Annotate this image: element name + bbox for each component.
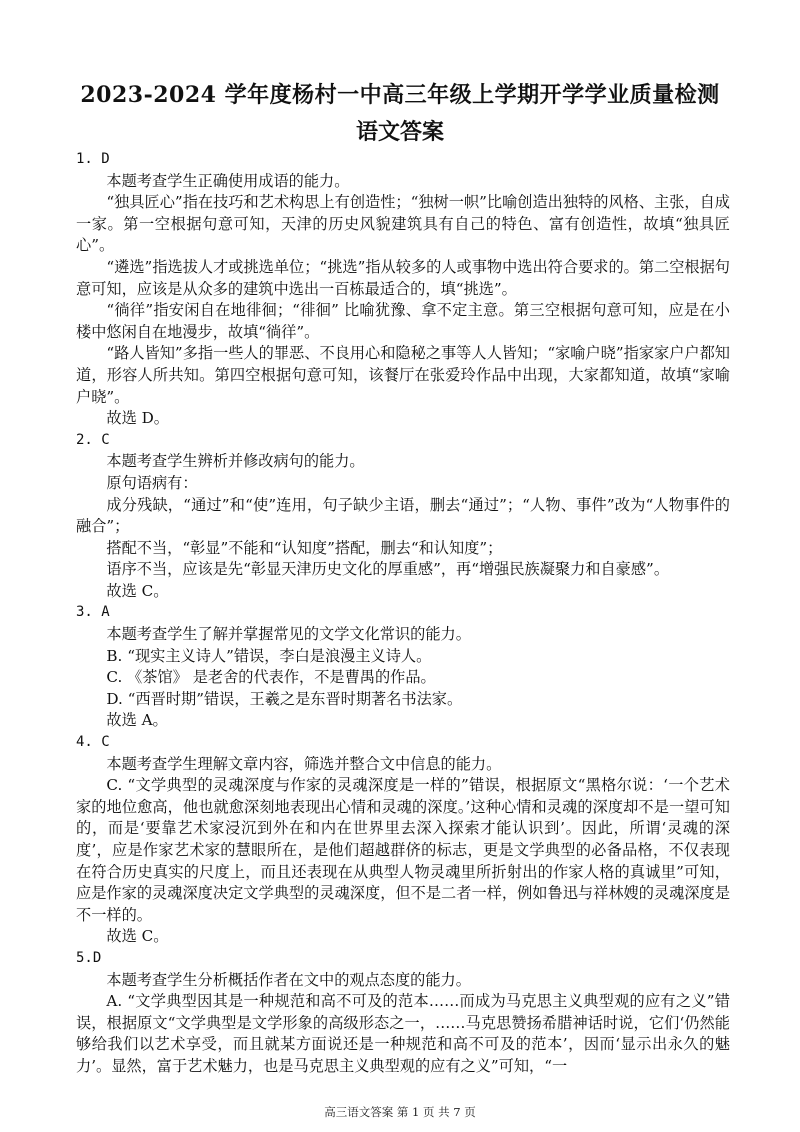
question-number: 3. A [76, 604, 110, 621]
answer-paragraph: B. “现实主义诗人”错误，李白是浪漫主义诗人。 [106, 646, 432, 665]
answer-paragraph: 本题考查学生正确使用成语的能力。 [106, 171, 350, 190]
answer-paragraph: 本题考查学生分析概括作者在文中的观点态度的能力。 [106, 970, 471, 989]
answer-paragraph: C. 《茶馆》 是老舍的代表作，不是曹禺的作品。 [106, 668, 436, 687]
answer-paragraph: 本题考查学生了解并掌握常见的文学文化常识的能力。 [106, 625, 471, 644]
answer-paragraph: 本题考查学生辨析并修改病句的能力。 [106, 452, 365, 471]
document-title: 2023-2024 学年度杨村一中高三年级上学期开学学业质量检测 [80, 82, 720, 108]
answer-paragraph: 故选 C。 [106, 927, 169, 946]
answer-paragraph: 搭配不当，“彰显”不能和“认知度”搭配，删去“和认知度”； [106, 538, 503, 557]
answer-paragraph: “遴选”指选拔人才或挑选单位；“挑选”指从较多的人或事物中选出符合要求的。第二空根据句意可知，应该是从众多的建筑中选出一百栋最适合的，填“挑选”。 [76, 257, 730, 298]
question-number: 1. D [76, 151, 110, 167]
answer-paragraph: 故选 D。 [106, 409, 169, 428]
document-subtitle: 语文答案 [355, 119, 444, 145]
answer-paragraph: “路人皆知”多指一些人的罪恶、不良用心和隐秘之事等人人皆知；“家喻户晓”指家家户户都知道，形容人所共知。第四空根据句意可知，该餐厅在张爱玲作品中出现，大家都知道，故填“家喻户晓”。 [76, 344, 730, 406]
answer-body [76, 149, 730, 1078]
answer-paragraph: 本题考查学生理解文章内容，筛选并整合文中信息的能力。 [106, 754, 502, 773]
answer-paragraph: D. “西晋时期”错误，王羲之是东晋时期著名书法家。 [106, 689, 463, 708]
answer-paragraph: 成分残缺，“通过”和“使”连用，句子缺少主语，删去“通过”；“人物、事件”改为“人物事件的融合”； [76, 495, 730, 536]
page-footer: 高三语文答案 第 1 页 共 7 页 [324, 1105, 476, 1119]
answer-paragraph: 故选 A。 [106, 711, 168, 730]
question-number: 2. C [76, 431, 110, 448]
answer-paragraph: A. “文学典型因其是一种规范和高不可及的范本……而成为马克思主义典型观的应有之义”错误，根据原文“文学典型是文学形象的高级形态之一，……马克思赞扬希腊神话时说，它们‘仍然能够给我们以艺术享受，而且就某方面说还是一种规范和高不可及的范本’，因而‘显示出永久的魅力’。显然，富于艺术魅力，也是马克思主义典型观的应有之义”可知，“一 [76, 992, 730, 1075]
answer-paragraph: 语序不当，应该是先“彰显天津历史文化的厚重感”，再“增强民族凝聚力和自豪感”。 [106, 560, 670, 579]
answer-paragraph: C. “文学典型的灵魂深度与作家的灵魂深度是一样的”错误，根据原文“黑格尔说：‘一个艺术家的地位愈高，他也就愈深刻地表现出心情和灵魂的深度。’这种心情和灵魂的深度却不是一望可知的，而是‘要靠艺术家浸沉到外在和内在世界里去深入探索才能认识到’。因此，所谓‘灵魂的深度’，应是作家艺术家的慧眼所在，是他们超越群侪的标志，更是文学典型的必备品格，不仅表现在符合历史真实的尺度上，而且还表现在从典型人物灵魂里所折射出的作家人格的真诚里”可知，应是作家的灵魂深度决定文学典型的灵魂深度，但不是二者一样，例如鲁迅与祥林嫂的灵魂深度是不一样的。 [76, 776, 730, 924]
answer-paragraph: “独具匠心”指在技巧和艺术构思上有创造性；“独树一帜”比喻创造出独特的风格、主张，自成一家。第一空根据句意可知，天津的历史风貌建筑具有自己的特色、富有创造性，故填“独具匠心”。 [76, 193, 730, 255]
answer-paragraph: 原句语病有： [106, 473, 198, 492]
answer-paragraph: “徜徉”指安闲自在地徘徊；“徘徊” 比喻犹豫、拿不定主意。第三空根据句意可知，应是在小楼中悠闲自在地漫步，故填“徜徉”。 [76, 301, 730, 341]
answer-paragraph: 故选 C。 [106, 581, 169, 600]
question-number: 4. C [76, 734, 110, 751]
question-number: 5.D [76, 949, 102, 966]
